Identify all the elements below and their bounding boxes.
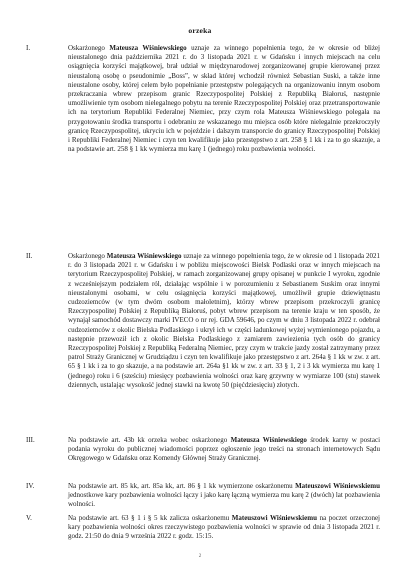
defendant-name: Mateusza Wiśniewskiego	[230, 436, 307, 444]
page-number: 2	[198, 554, 202, 559]
defendant-name: Mateuszowi Wiśniewskiemu	[231, 514, 317, 522]
section-text: Na podstawie art. 85 kk, art. 85a kk, art. 86 § 1 kk wymierzone oskarżonemu Mateuszowi Wiśniewskiemu jednostkowe kary pozbawienia wolności łączy i jako karę łączną wymierza mu karę 2 (dwóch) lat pozbawienia wolności.	[68, 482, 381, 509]
section-number: I.	[26, 44, 31, 52]
section-text: Na podstawie art. 43b kk orzeka wobec oskarżonego Mateusza Wiśniewskiego środek karny w postaci podania wyroku do publicznej wiadomości poprzez ogłoszenie jego treści na stronach internetowych Sądu Okręgowego w Gdańsku oraz Komendy Głównej Straży Granicznej.	[68, 436, 381, 463]
section-text: Na podstawie art. 63 § 1 i § 5 kk zalicza oskarżonemu Mateuszowi Wiśniewskiemu na poczet orzeczonej kary pozbawienia wolności okres rzeczywistego pozbawienia wolności w sprawie od dnia 3 listopada 2021 r. godz. 21:50 do dnia 9 września 2022 r. godz. 15:15.	[68, 514, 381, 541]
section-number: V.	[26, 514, 32, 522]
defendant-name: Mateusza Wiśniewskiego	[109, 44, 187, 52]
document-heading: orzeka	[188, 26, 212, 35]
section-number: IV.	[26, 482, 35, 490]
section-number: II.	[26, 252, 33, 260]
section-text: Oskarżonego Mateusza Wiśniewskiego uznaje za winnego popełnienia tego, że w okresie od 1 listopada 2021 r. do 3 listopada 2021 r. w Gdańsku i w pobliżu miejscowości Bielsk Podlaski oraz w innych miejscach na terytorium Rzeczypospolitej Polskiej, w ramach zorganizowanej grupy opisanej w punkcie I wyroku, zgodnie z wcześniejszym podziałem ról, działając wspólnie i w porozumieniu z Sebastianem Suskim oraz innymi nieustalonymi osobami, w celu osiągnięcia korzyści majątkowej, umożliwił grupie dziewiętnastu cudzoziemców (w tym dwóm osobom małoletnim), którzy wbrew przepisom przekroczyli granicę Rzeczypospolitej Polskiej z Republiką Białoruś, pobyt wbrew przepisom na terenie kraju w ten sposób, że wynajął samochód dostawczy marki IVECO o nr rej. GDA 59646, po czym w dniu 3 listopada 2022 r. odebrał cudzoziemców z okolic Bielska Podlaskiego i ukrył ich w części ładunkowej wyżej wymienionego pojazdu, a następnie przewoził ich z okolic Bielska Podlaskiego z zamiarem zawiezienia tych osób do granicy Rzeczypospolitej Polskiej z Republiką Federalną Niemiec, przy czym w trakcie jazdy został zatrzymany przez patrol Straży Granicznej w Grudziądzu i czyn ten kwalifikuje jako przestępstwo z art. 264a § 1 kk w zw. z art. 65 § 1 kk i za to go skazuje, a na podstawie art. 264a §1 kk w zw. z art. 33 § 1, 2 i 3 kk wymierza mu karę 1 (jednego) roku i 6 (sześciu) miesięcy pozbawienia wolności oraz karę grzywny w wymiarze 100 (stu) stawek dziennych, ustalając wysokość jednej stawki na kwotę 50 (pięćdziesięciu) złotych.	[68, 252, 380, 389]
section-text: Oskarżonego Mateusza Wiśniewskiego uznaje za winnego popełnienia tego, że w okresie od bliżej nieustalonego dnia października 2021 r. do 3 listopada 2021 r. w Gdańsku i innych miejscach na celu osiągnięcia korzyści majątkowej, brał udział w międzynarodowej zorganizowanej grupie kierowanej przez nieustaloną osobę o pseudonimie „Boss”, w skład której wchodził również Sebastian Suski, a także inne nieustalone osoby, której celem było popełnianie przestępstw polegających na organizowaniu innym osobom przekraczania wbrew przepisom granic Rzeczypospolitej Polskiej z Republiką Białoruś, następnie umożliwienie tym osobom nielegalnego pobytu na terenie Rzeczypospolitej Polskiej oraz przetransportowanie ich na terytorium Republiki Federalnej Niemiec, przy czym rola Mateusza Wiśniewskiego polegała na przygotowaniu środka transportu i odebraniu ze wskazanego mu miejsca osób które nielegalnie przekroczyły granicę Rzeczypospolitej, ukryciu ich w pojeździe i dalszym transporcie do granicy Rzeczypospolitej Polskiej i Republiki Federalnej Niemiec i czyn ten kwalifikuje jako przestępstwo z art. 258 § 1 kk i za to go skazuje, a na podstawie art. 258 § 1 kk wymierza mu karę 1 (jednego) roku pozbawienia wolności.	[68, 44, 380, 154]
defendant-name: Mateuszowi Wiśniewskiemu	[295, 482, 381, 490]
defendant-name: Mateusza Wiśniewskiego	[106, 252, 182, 260]
section-number: III.	[26, 436, 35, 444]
